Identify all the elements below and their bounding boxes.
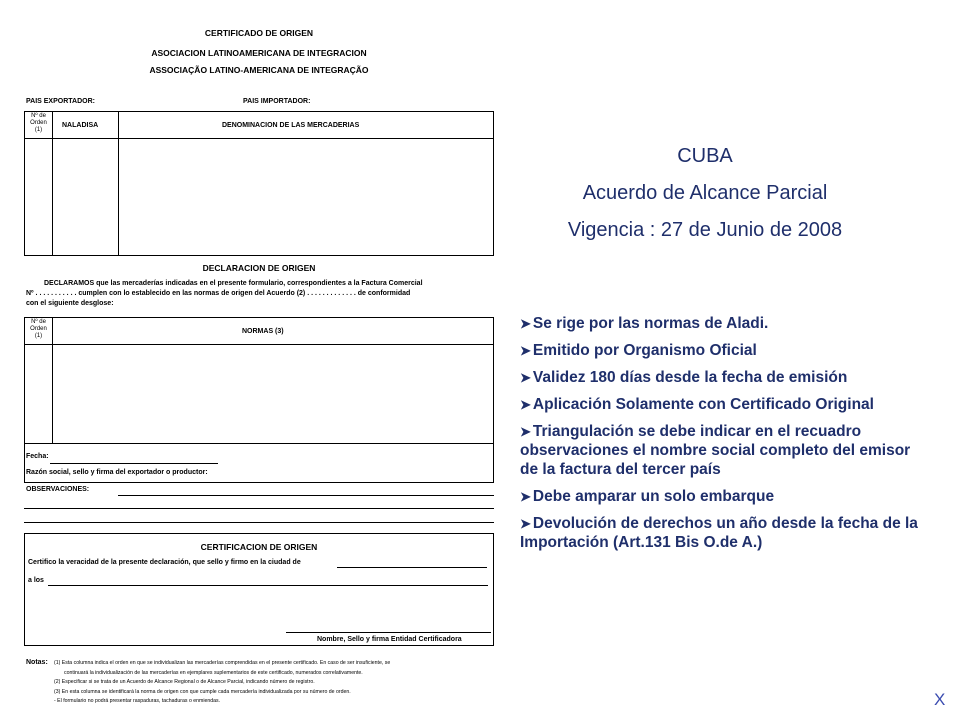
date-label: Fecha: <box>26 453 49 460</box>
validity-date: Vigencia : 27 de Junio de 2008 <box>567 219 843 241</box>
list-item: ➤ Aplicación Solamente con Certificado Original <box>520 396 874 413</box>
list-item: ➤ Se rige por las normas de Aladi. <box>520 315 769 332</box>
norms-order-column-header: Nº de Orden (1) <box>30 319 47 339</box>
importing-country-label: PAIS IMPORTADOR: <box>243 98 311 105</box>
naladisa-column-header: NALADISA <box>62 122 99 129</box>
list-item: ➤ Triangulación se debe indicar en el recuadro observaciones el nombre social completo del emisor de la factura del tercer país <box>520 423 911 478</box>
origin-declaration-text: DECLARAMOS que las mercaderías indicadas en el presente formulario, correspondientes a la Factura Comercial Nº . . . . . . . . . . . cumplen con lo establecido en las normas de origen del Acuerdo (2) . . . . . . . . . . . . . de conformidad con el siguiente desglose: <box>26 280 423 307</box>
arrow-bullet-icon: ➤ <box>520 370 531 385</box>
close-link[interactable]: X <box>934 690 946 709</box>
certification-statement: Certifico la veracidad de la presente declaración, que sello y firmo en la ciudad de <box>28 559 301 566</box>
list-item: ➤ Validez 180 días desde la fecha de emisión <box>520 369 848 386</box>
agreement-title: Acuerdo de Alcance Parcial <box>582 182 828 204</box>
arrow-bullet-icon: ➤ <box>520 397 531 412</box>
arrow-bullet-icon: ➤ <box>520 424 531 439</box>
goods-table <box>24 111 494 256</box>
goods-description-column-header: DENOMINACION DE LAS MERCADERIAS <box>222 122 360 129</box>
list-item: ➤ Emitido por Organismo Oficial <box>520 342 757 359</box>
agreement-heading <box>500 145 910 256</box>
exporting-country-label: PAIS EXPORTADOR: <box>26 98 95 105</box>
origin-declaration-title: DECLARACION DE ORIGEN <box>202 263 316 273</box>
form-subtitle-pt: ASSOCIAÇÃO LATINO-AMERICANA DE INTEGRAÇÃO <box>149 65 369 75</box>
arrow-bullet-icon: ➤ <box>520 343 531 358</box>
notes-label: Notas: <box>26 659 48 666</box>
norms-table <box>24 317 494 483</box>
arrow-bullet-icon: ➤ <box>520 516 531 531</box>
notes-text: (1) Esta columna indica el orden en que se individualizan las mercaderías comprendidas en el presente certificado. En caso de ser insuficiente, se continuará la individualización de las mercaderías en ejemplares suplementarios de este certificado, numerados correlativamente. (2) Especificar si se trata de un Acuerdo de Alcance Regional o de Alcance Parcial, indicando número de registro. (3) En esta columna se identificará la norma de origen con que cumple cada mercadería individualizada por su número de orden. - El formulario no podrá presentar raspaduras, tachaduras o enmiendas. <box>54 660 391 704</box>
certification-date-label: a los <box>28 577 44 584</box>
arrow-bullet-icon: ➤ <box>520 316 531 331</box>
exporter-signature-label: Razón social, sello y firma del exportador o productor: <box>26 469 208 476</box>
list-item: ➤ Devolución de derechos un año desde la fecha de la Importación (Art.131 Bis O.de A.) <box>520 515 918 551</box>
country-title: CUBA <box>677 145 733 167</box>
list-item: ➤ Debe amparar un solo embarque <box>520 488 775 505</box>
certifying-entity-signature-label: Nombre, Sello y firma Entidad Certificadora <box>317 636 462 643</box>
form-subtitle-es: ASOCIACION LATINOAMERICANA DE INTEGRACION <box>151 48 367 58</box>
certification-title: CERTIFICACION DE ORIGEN <box>200 542 318 552</box>
certificate-form <box>22 25 496 715</box>
arrow-bullet-icon: ➤ <box>520 489 531 504</box>
order-column-header: Nº de Orden (1) <box>30 113 47 133</box>
norms-column-header: NORMAS (3) <box>242 328 284 335</box>
observations-label: OBSERVACIONES: <box>26 486 90 493</box>
requirements-list <box>520 314 920 560</box>
form-title: CERTIFICADO DE ORIGEN <box>204 28 314 38</box>
